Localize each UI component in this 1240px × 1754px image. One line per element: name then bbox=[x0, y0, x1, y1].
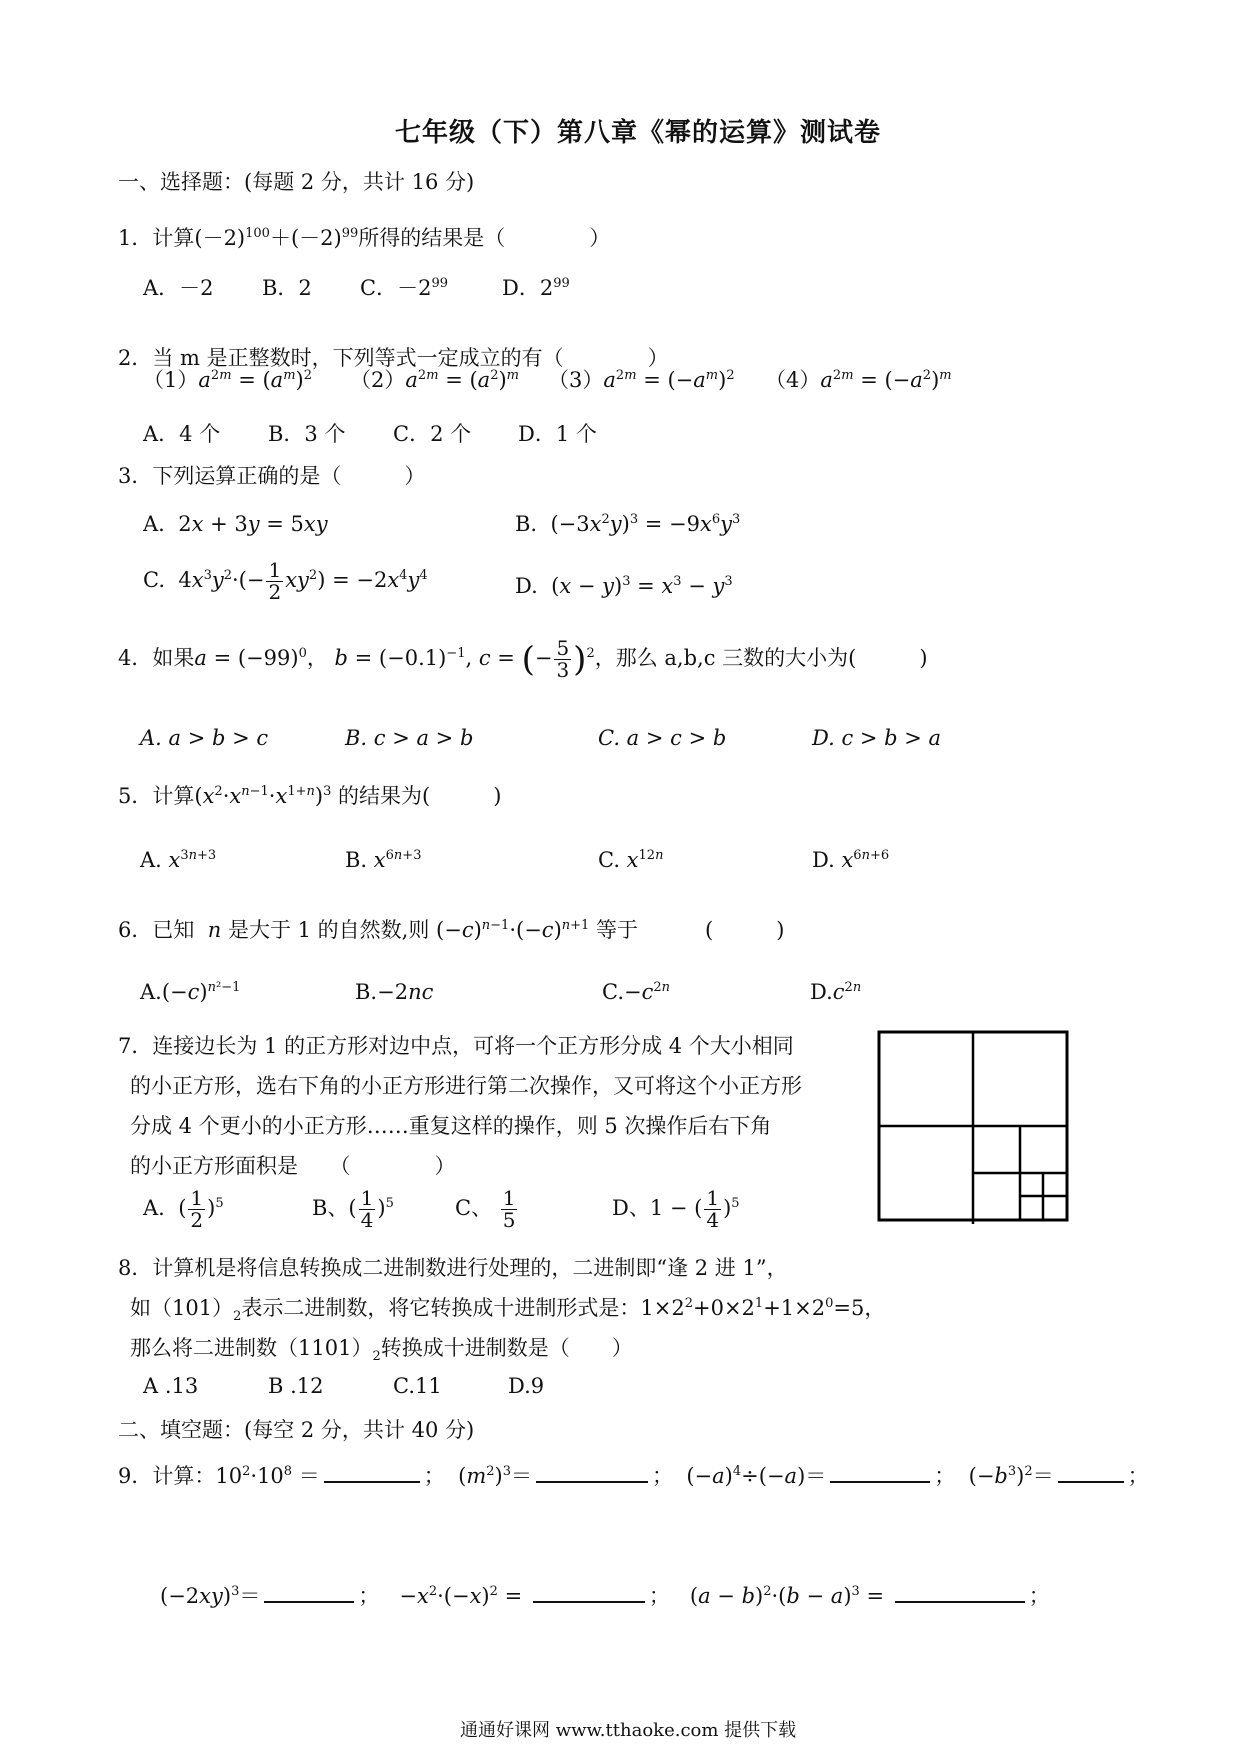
q5-option-b: B. $x^{6n+3}$ bbox=[345, 848, 422, 872]
q4-option-b: B. c > a > b bbox=[345, 726, 474, 750]
q5-option-a: A. $x^{3n+3}$ bbox=[140, 848, 217, 872]
q7-option-c: C、 $\frac{1}{5}$ bbox=[455, 1186, 516, 1232]
q9-label: 9．计算： bbox=[118, 1464, 216, 1488]
q8-line-3: 那么将二进制数$(1101)_2$转换成十进制数是（ ） bbox=[130, 1336, 633, 1365]
q1-stem-b: 所得的结果是（ ） bbox=[358, 226, 611, 250]
q9-blank-3[interactable] bbox=[830, 1481, 930, 1483]
q2-option-c: C．2 个 bbox=[393, 422, 472, 446]
q3-option-a: A. 2x + 3y = 5xy bbox=[143, 512, 328, 536]
page-title: 七年级（下）第八章《幂的运算》测试卷 bbox=[395, 118, 882, 148]
q4-option-a: A. a > b > c bbox=[140, 726, 269, 750]
q8-option-a: A .13 bbox=[143, 1374, 199, 1398]
question-6: 6．已知 n 是大于 1 的自然数,则 $(-c)^{n-1}\cdot(-c)^{n+1}$ 等于 bbox=[118, 918, 638, 942]
q9-blank-4[interactable] bbox=[1058, 1481, 1124, 1483]
q2-item-2: $(2)a^{2m} = (a^2)^m$ bbox=[350, 368, 519, 392]
q8-option-b: B .12 bbox=[268, 1374, 324, 1398]
q1-stem-a: 1．计算 bbox=[118, 226, 195, 250]
q1-option-a: A．－2 bbox=[143, 276, 214, 300]
q8-line-1: 8．计算机是将信息转换成二进制数进行处理的，二进制即“逢 2 进 1”， bbox=[118, 1256, 788, 1280]
page-footer: 通通好课网 www.tthaoke.com 提供下载 bbox=[460, 1720, 797, 1741]
q9-blank-6[interactable] bbox=[533, 1601, 645, 1603]
q2-item-3: $(3)a^{2m} = (-a^m)^2$ bbox=[548, 368, 735, 392]
q8-option-d: D.9 bbox=[508, 1374, 545, 1398]
q1-option-b: B．2 bbox=[262, 276, 312, 300]
q6-stem-c: 等于 bbox=[596, 918, 638, 942]
q2-stem: 2．当 m 是正整数时，下列等式一定成立的有（ ） bbox=[118, 346, 669, 370]
section-choice-heading: 一、选择题：(每题 2 分，共计 16 分) bbox=[118, 170, 475, 194]
q6-option-b: B.−2nc bbox=[355, 980, 434, 1004]
q4-option-d: D. c > b > a bbox=[812, 726, 942, 750]
q1-option-c: C．$-2^{99}$ bbox=[360, 276, 448, 300]
q2-option-b: B．3 个 bbox=[268, 422, 346, 446]
q3-option-b: B. $(-3x^2y)^3 = -9x^6y^3$ bbox=[515, 512, 741, 536]
q9-blank-2[interactable] bbox=[536, 1481, 648, 1483]
q5-option-c: C. $x^{12n}$ bbox=[598, 848, 664, 872]
q3-stem: 3．下列运算正确的是（ ） bbox=[118, 464, 426, 488]
q7-line-3: 分成 4 个更小的小正方形……重复这样的操作，则 5 次操作后右下角 bbox=[130, 1114, 772, 1138]
nested-squares-figure bbox=[875, 1028, 1071, 1228]
q6-answer-paren: ( ) bbox=[705, 918, 785, 942]
q5-stem-b: 的结果为( ) bbox=[338, 784, 502, 808]
question-4: 4．如果$a = (-99)^0$， $b = (-0.1)^{-1}$, c = (− $\frac{5}{3}$ )$^2$，那么 a,b,c 三数的大小为( ) bbox=[118, 636, 928, 682]
q1-expression: $(-2)^{100}+(-2)^{99}$ bbox=[194, 226, 359, 250]
q6-option-a: $A.(-c)^{n^2-1}$ bbox=[140, 980, 241, 1004]
q7-line-4: 的小正方形面积是 （ ） bbox=[130, 1154, 456, 1178]
q3-option-d: D. $(x - y)^3 = x^3 - y^3$ bbox=[515, 574, 733, 598]
q5-option-d: D. $x^{6n+6}$ bbox=[812, 848, 890, 872]
q7-option-d: D、1 − ( $\frac{1}{4}$ )$^5$ bbox=[612, 1186, 740, 1232]
q2-option-a: A．4 个 bbox=[143, 422, 221, 446]
q6-stem-a: 6．已知 bbox=[118, 918, 195, 942]
q9-blank-1[interactable] bbox=[324, 1481, 420, 1483]
q9-blank-5[interactable] bbox=[264, 1601, 354, 1603]
q8-option-c: C.11 bbox=[393, 1374, 442, 1398]
q4-stem-a: 4．如果 bbox=[118, 646, 195, 670]
q5-stem-a: 5．计算 bbox=[118, 784, 195, 808]
section-fill-heading: 二、填空题：(每空 2 分，共计 40 分) bbox=[118, 1418, 475, 1442]
q2-item-4: $(4)a^{2m} = (-a^2)^m$ bbox=[765, 368, 952, 392]
q9-row-2: $(-2xy)^3=$ ； $-x^2\cdot(-x)^2$ = ； $(a - b)^2\cdot(b - a)^3$ = ； bbox=[160, 1584, 1050, 1608]
q6-option-d: $D.c^{2n}$ bbox=[810, 980, 862, 1004]
q4-stem-b: ，那么 a,b,c 三数的大小为( ) bbox=[594, 646, 928, 670]
q4-option-c: C. a > c > b bbox=[598, 726, 727, 750]
q2-item-1: $(1)a^{2m} = (a^m)^2$ bbox=[143, 368, 312, 392]
question-5: 5．计算$(x^2\cdot x^{n-1}\cdot x^{1+n})^3$ 的结果为( ) bbox=[118, 784, 502, 808]
q6-stem-b: 是大于 1 的自然数,则 bbox=[227, 918, 430, 942]
q9-row-1: 9．计算：$10^2\cdot 10^8$ ＝ ； $(m^2)^3=$ ； $(-a)^4\div(-a)=$ ； $(-b^3)^2=$ ； bbox=[118, 1464, 1149, 1488]
q7-option-b: B、( $\frac{1}{4}$ )$^5$ bbox=[312, 1186, 394, 1232]
q2-option-d: D．1 个 bbox=[518, 422, 597, 446]
q3-option-c: C. $4x^3y^2\cdot(-$ $\frac{1}{2}$ $xy^2) = -2x^4y^4$ bbox=[143, 558, 428, 604]
q7-option-a: A. ( $\frac{1}{2}$ )$^5$ bbox=[143, 1186, 224, 1232]
q6-option-c: $C.-c^{2n}$ bbox=[602, 980, 671, 1004]
q1-option-d: D．$2^{99}$ bbox=[502, 276, 570, 300]
q9-blank-7[interactable] bbox=[895, 1601, 1025, 1603]
q7-line-1: 7．连接边长为 1 的正方形对边中点，可将一个正方形分成 4 个大小相同 bbox=[118, 1034, 794, 1058]
question-1 bbox=[118, 222, 610, 252]
q7-line-2: 的小正方形，选右下角的小正方形进行第二次操作，又可将这个小正方形 bbox=[130, 1074, 802, 1098]
q8-line-2: 如$(101)_2$表示二进制数，将它转换成十进制形式是：$1\times 2^2+0\times 2^1+1\times 2^0=5$， bbox=[130, 1296, 886, 1325]
